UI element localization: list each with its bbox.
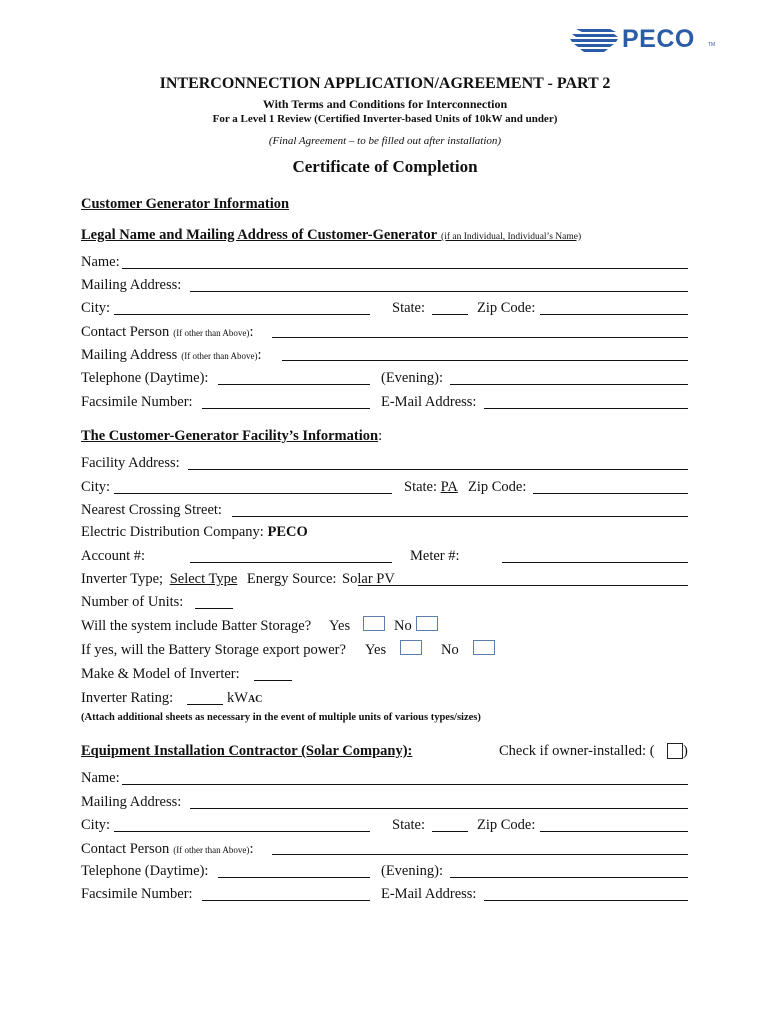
battery-export-yes-checkbox[interactable] xyxy=(400,640,422,655)
contractor-telephone-field[interactable] xyxy=(218,877,370,878)
meter-label: Meter #: xyxy=(410,548,460,564)
facility-zip-label: Zip Code: xyxy=(468,479,527,495)
customer-section-title: Customer Generator Information xyxy=(81,196,290,212)
units-field[interactable] xyxy=(195,608,233,609)
account-field[interactable] xyxy=(190,562,392,563)
contractor-city-label: City: xyxy=(81,817,111,833)
customer-mailing-label: Mailing Address: xyxy=(81,277,182,293)
battery-no-checkbox[interactable] xyxy=(416,616,438,631)
customer-alt-mailing-label: Mailing Address (If other than Above): xyxy=(81,347,262,363)
customer-evening-label: (Evening): xyxy=(381,370,444,386)
contractor-mailing-label: Mailing Address: xyxy=(81,794,182,810)
subtitle-1: With Terms and Conditions for Interconnection xyxy=(262,97,508,111)
customer-alt-mailing-field[interactable] xyxy=(282,360,688,361)
facility-address-label: Facility Address: xyxy=(81,455,180,471)
battery-export-no-checkbox[interactable] xyxy=(473,640,495,655)
energy-source-value[interactable]: Solar PV xyxy=(342,571,395,587)
units-label: Number of Units: xyxy=(81,594,184,610)
customer-email-label: E-Mail Address: xyxy=(381,394,477,410)
account-label: Account #: xyxy=(81,548,146,564)
certificate-title: Certificate of Completion xyxy=(292,157,478,176)
page-title: INTERCONNECTION APPLICATION/AGREEMENT - PART 2 xyxy=(159,75,611,92)
logo-trademark: TM xyxy=(708,42,716,48)
facility-state-label: State: PA xyxy=(404,479,458,495)
battery-yes-checkbox[interactable] xyxy=(363,616,385,631)
customer-telephone-field[interactable] xyxy=(218,384,370,385)
facility-zip-field[interactable] xyxy=(533,493,688,494)
inverter-type-row: Inverter Type; Select Type Energy Source: Solar PV xyxy=(81,571,395,587)
contractor-section-title: Equipment Installation Contractor (Solar Company): xyxy=(81,743,413,759)
contractor-contact-field[interactable] xyxy=(272,854,688,855)
contractor-fax-label: Facsimile Number: xyxy=(81,886,193,902)
battery-no-label: No xyxy=(394,618,412,634)
customer-state-field[interactable] xyxy=(432,314,468,315)
attach-sheets-note: (Attach additional sheets as necessary in the event of multiple units of various types/sizes) xyxy=(81,712,481,723)
contractor-mailing-field[interactable] xyxy=(190,808,688,809)
make-model-field[interactable] xyxy=(254,680,292,681)
customer-zip-field[interactable] xyxy=(540,314,688,315)
owner-installed-close: ) xyxy=(683,743,688,759)
contractor-city-field[interactable] xyxy=(114,831,370,832)
edc-label: Electric Distribution Company: PECO xyxy=(81,524,308,540)
customer-contact-field[interactable] xyxy=(272,337,688,338)
customer-evening-field[interactable] xyxy=(450,384,688,385)
battery-export-yes-label: Yes xyxy=(365,642,387,658)
inverter-rating-unit: kWAC xyxy=(227,690,263,706)
contractor-email-field[interactable] xyxy=(484,900,688,901)
battery-export-question: If yes, will the Battery Storage export power? xyxy=(81,642,346,658)
make-model-label: Make & Model of Inverter: xyxy=(81,666,240,682)
customer-city-field[interactable] xyxy=(114,314,370,315)
legal-name-heading: Legal Name and Mailing Address of Customer-Generator (if an Individual, Individual’s Name) xyxy=(81,227,582,243)
contractor-email-label: E-Mail Address: xyxy=(381,886,477,902)
customer-state-label: State: xyxy=(392,300,426,316)
logo-text: PECO xyxy=(622,25,695,53)
battery-question: Will the system include Batter Storage? xyxy=(81,618,312,634)
inverter-rating-field[interactable] xyxy=(187,704,223,705)
crossing-street-field[interactable] xyxy=(232,516,688,517)
crossing-street-label: Nearest Crossing Street: xyxy=(81,502,222,518)
customer-telephone-label: Telephone (Daytime): xyxy=(81,370,209,386)
customer-mailing-field[interactable] xyxy=(190,291,688,292)
battery-export-no-label: No xyxy=(441,642,459,658)
contractor-name-label: Name: xyxy=(81,770,120,786)
facility-state-value[interactable]: PA xyxy=(440,479,458,495)
contractor-evening-field[interactable] xyxy=(450,877,688,878)
customer-name-field[interactable] xyxy=(122,268,688,269)
contractor-contact-label: Contact Person (If other than Above): xyxy=(81,841,254,857)
customer-city-label: City: xyxy=(81,300,111,316)
owner-installed-checkbox[interactable] xyxy=(667,743,683,759)
contractor-evening-label: (Evening): xyxy=(381,863,444,879)
owner-installed-label: Check if owner-installed: ( xyxy=(499,743,655,759)
customer-name-label: Name: xyxy=(81,254,120,270)
inverter-rating-label: Inverter Rating: xyxy=(81,690,174,706)
facility-city-field[interactable] xyxy=(114,493,392,494)
customer-fax-label: Facsimile Number: xyxy=(81,394,193,410)
customer-email-field[interactable] xyxy=(484,408,688,409)
energy-source-field[interactable] xyxy=(358,585,688,586)
edc-value: PECO xyxy=(267,524,308,540)
facility-section-title: The Customer-Generator Facility’s Information: xyxy=(81,428,383,444)
contractor-state-label: State: xyxy=(392,817,426,833)
contractor-state-field[interactable] xyxy=(432,831,468,832)
customer-zip-label: Zip Code: xyxy=(477,300,536,316)
facility-address-field[interactable] xyxy=(188,469,688,470)
subtitle-2: For a Level 1 Review (Certified Inverter-based Units of 10kW and under) xyxy=(212,113,558,125)
peco-logo xyxy=(570,22,720,58)
meter-field[interactable] xyxy=(502,562,688,563)
battery-yes-label: Yes xyxy=(329,618,351,634)
contractor-fax-field[interactable] xyxy=(202,900,370,901)
contractor-name-field[interactable] xyxy=(122,784,688,785)
contractor-zip-label: Zip Code: xyxy=(477,817,536,833)
customer-fax-field[interactable] xyxy=(202,408,370,409)
final-agreement-note: (Final Agreement – to be filled out after installation) xyxy=(268,135,502,147)
customer-contact-label: Contact Person (If other than Above): xyxy=(81,324,254,340)
inverter-type-select[interactable]: Select Type xyxy=(169,571,238,587)
contractor-zip-field[interactable] xyxy=(540,831,688,832)
contractor-telephone-label: Telephone (Daytime): xyxy=(81,863,209,879)
facility-city-label: City: xyxy=(81,479,111,495)
